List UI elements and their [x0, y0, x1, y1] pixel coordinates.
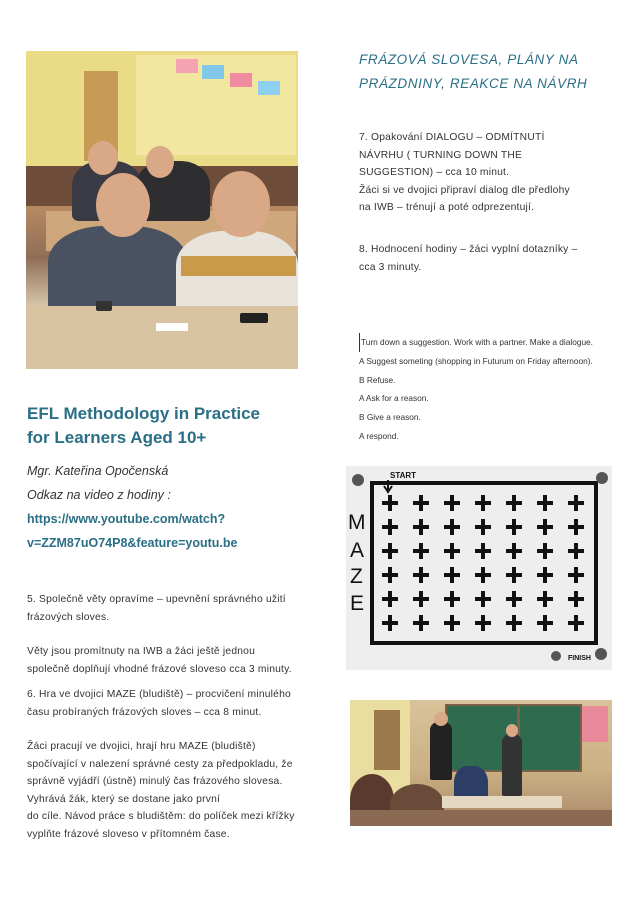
step-6-text: 6. Hra ve dvojici MAZE (bludiště) – procvičení minulého času probíraných frázových sloves – cca 8 minut. Žáci pracují ve dvojici, hrají hru MAZE (bludiště) spočívající v nalezení správné cesty za předpokladu, že správně vyjádří (ústně) minulý čas frázového slovesa. Vyhrává žák, který se dostane jako první do cíle. Návod práce s bludištěm: do políček mezi křížky vyplňte frázové sloveso v přítomném čase.	[27, 689, 295, 840]
maze-letter-a: A	[350, 539, 365, 562]
video-label: Odkaz na video z hodiny :	[27, 488, 171, 502]
video-link[interactable]: https://www.youtube.com/watch? v=ZZM87uO74P8&feature=youtu.be	[27, 512, 238, 550]
maze-photo	[346, 466, 612, 670]
step-5-text: 5. Společně věty opravíme – upevnění správného užití frázových sloves. Věty jsou promítnuty na IWB a žáci ještě jednou společně doplňují vhodné frázové sloveso cca 3 minuty.	[27, 594, 292, 675]
maze-letter-z: Z	[350, 565, 363, 588]
lesson-heading: FRÁZOVÁ SLOVESA, PLÁNY NA PRÁZDNINY, REAKCE NA NÁVRH	[359, 52, 588, 91]
dialogue-task: Turn down a suggestion. Work with a partner. Make a dialogue. A Suggest someting (shopping in Futurum on Friday afternoon). B Refuse. A Ask for a reason. B Give a reason. A respond.	[359, 333, 621, 446]
page-title: EFL Methodology in Practice for Learners Aged 10+	[27, 404, 260, 447]
step-7-text: 7. Opakování DIALOGU – ODMÍTNUTÍ NÁVRHU ( TURNING DOWN THE SUGGESTION) – cca 10 minut. Žáci si ve dvojici připraví dialog dle předlohy na IWB – trénují a poté odprezentují.	[359, 132, 570, 213]
students-photo	[26, 51, 298, 369]
classroom-photo	[350, 700, 612, 826]
maze-finish-label: FINISH	[568, 655, 591, 662]
maze-letter-m: M	[348, 511, 366, 534]
maze-letter-e: E	[350, 592, 365, 615]
maze-illustration	[346, 466, 612, 670]
author-name: Mgr. Kateřina Opočenská	[27, 464, 169, 478]
maze-start-label: START	[390, 471, 417, 480]
step-8-text: 8. Hodnocení hodiny – žáci vyplní dotazníky – cca 3 minuty.	[359, 244, 578, 273]
